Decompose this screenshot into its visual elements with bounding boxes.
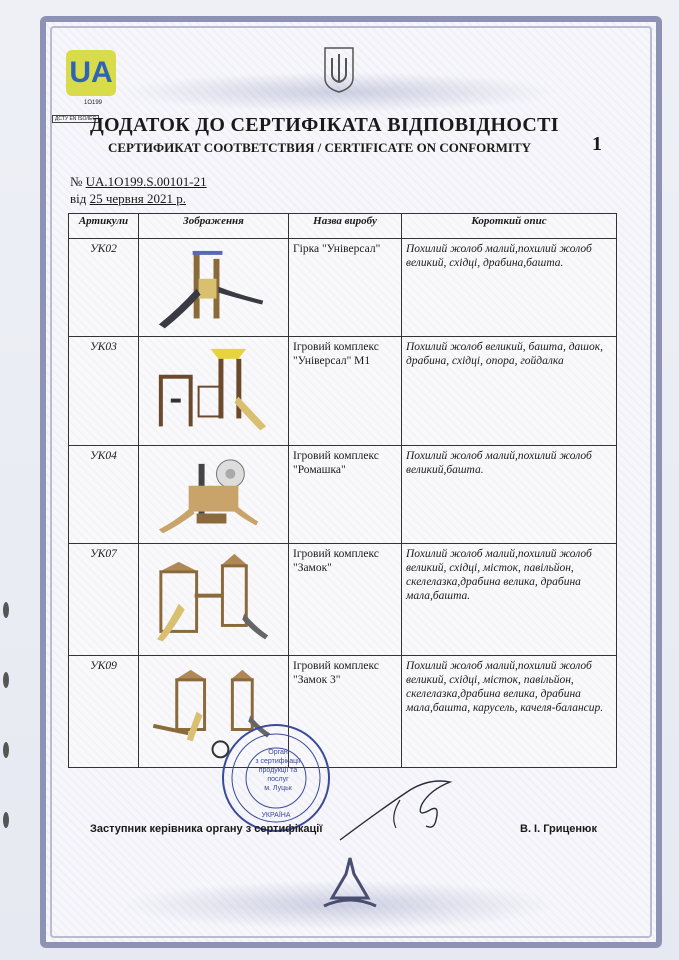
handwritten-signature xyxy=(330,770,470,850)
table-row xyxy=(69,656,617,768)
table-row xyxy=(69,239,617,337)
stamp-ring-text: УКРАЇНА xyxy=(261,812,291,819)
complex-zamok-image xyxy=(139,544,288,655)
header-name: Назва виробу xyxy=(289,214,402,239)
trident-emblem-icon xyxy=(322,44,356,94)
complex-universal-m1-image xyxy=(139,337,288,444)
table-row xyxy=(69,445,617,543)
document-title: ДОДАТОК ДО СЕРТИФІКАТА ВІДПОВІДНОСТІ xyxy=(90,114,559,136)
table-row xyxy=(69,337,617,445)
row-name: Гірка "Універсал" xyxy=(289,239,402,337)
row-image xyxy=(139,239,289,337)
ua-certification-logo: UA xyxy=(66,50,116,96)
row-name: Ігровий комплекс "Ромашка" xyxy=(289,445,402,543)
row-image xyxy=(139,337,289,445)
number-value: UA.1O199.S.00101-21 xyxy=(85,174,207,189)
logo-standard: ДСТУ EN ISO/IEC xyxy=(52,115,99,123)
row-code: УК02 xyxy=(69,239,139,337)
row-description: Похилий жолоб малий,похилий жолоб великий, східці, місток, павільйон, скелелазка,драбина велика, драбина мала,башта. xyxy=(402,543,617,655)
header-description: Короткий опис xyxy=(402,214,617,239)
stamp-line: м. Луцьк xyxy=(264,785,292,792)
row-description: Похилий жолоб великий, башта, дашок, драбина, східці, опора, гойдалка xyxy=(402,337,617,445)
table-row xyxy=(69,543,617,655)
bottom-emblem-icon xyxy=(318,854,382,914)
stamp-text xyxy=(248,748,308,793)
signer-role: Заступник керівника органу з сертифікації xyxy=(90,823,323,835)
complex-romashka-image xyxy=(139,446,288,543)
page-number: 1 xyxy=(592,133,602,155)
row-image xyxy=(139,445,289,543)
row-image xyxy=(139,543,289,655)
row-description: Похилий жолоб малий,похилий жолоб великий,башта. xyxy=(402,445,617,543)
signer-name: В. І. Гриценюк xyxy=(520,823,597,835)
row-name: Ігровий комплекс "Універсал" М1 xyxy=(289,337,402,445)
products-table xyxy=(68,213,617,768)
header-code: Артикули xyxy=(69,214,139,239)
stamp-line: Орган xyxy=(268,749,288,756)
row-code: УК07 xyxy=(69,543,139,655)
header-image: Зображення xyxy=(139,214,289,239)
certificate-number xyxy=(70,174,207,190)
row-name: Ігровий комплекс "Замок" xyxy=(289,543,402,655)
row-description: Похилий жолоб малий,похилий жолоб великий, східці, місток, павільйон, скелелазка,драбина велика, драбина мала,башта, карусель, качеля-балансир. xyxy=(402,656,617,768)
date-value: 25 червня 2021 р. xyxy=(89,191,187,206)
table-header-row xyxy=(69,214,617,239)
row-code: УК09 xyxy=(69,656,139,768)
number-prefix: № xyxy=(70,174,83,189)
binder-holes xyxy=(0,590,12,890)
row-code: УК03 xyxy=(69,337,139,445)
certificate-date xyxy=(70,191,186,207)
row-name: Ігровий комплекс "Замок 3" xyxy=(289,656,402,768)
stamp-line: з сертифікації xyxy=(255,758,301,765)
date-prefix: від xyxy=(70,191,87,206)
stamp-line: продукції та послуг xyxy=(258,767,298,783)
slide-universal-image xyxy=(139,239,288,336)
row-description: Похилий жолоб малий,похилий жолоб великий, східці, драбина,башта. xyxy=(402,239,617,337)
logo-code: 1O199 xyxy=(84,100,103,106)
row-code: УК04 xyxy=(69,445,139,543)
document-subtitle: СЕРТИФИКАТ СООТВЕТСТВИЯ / CERTIFICATE ON CONFORMITY xyxy=(108,140,532,155)
